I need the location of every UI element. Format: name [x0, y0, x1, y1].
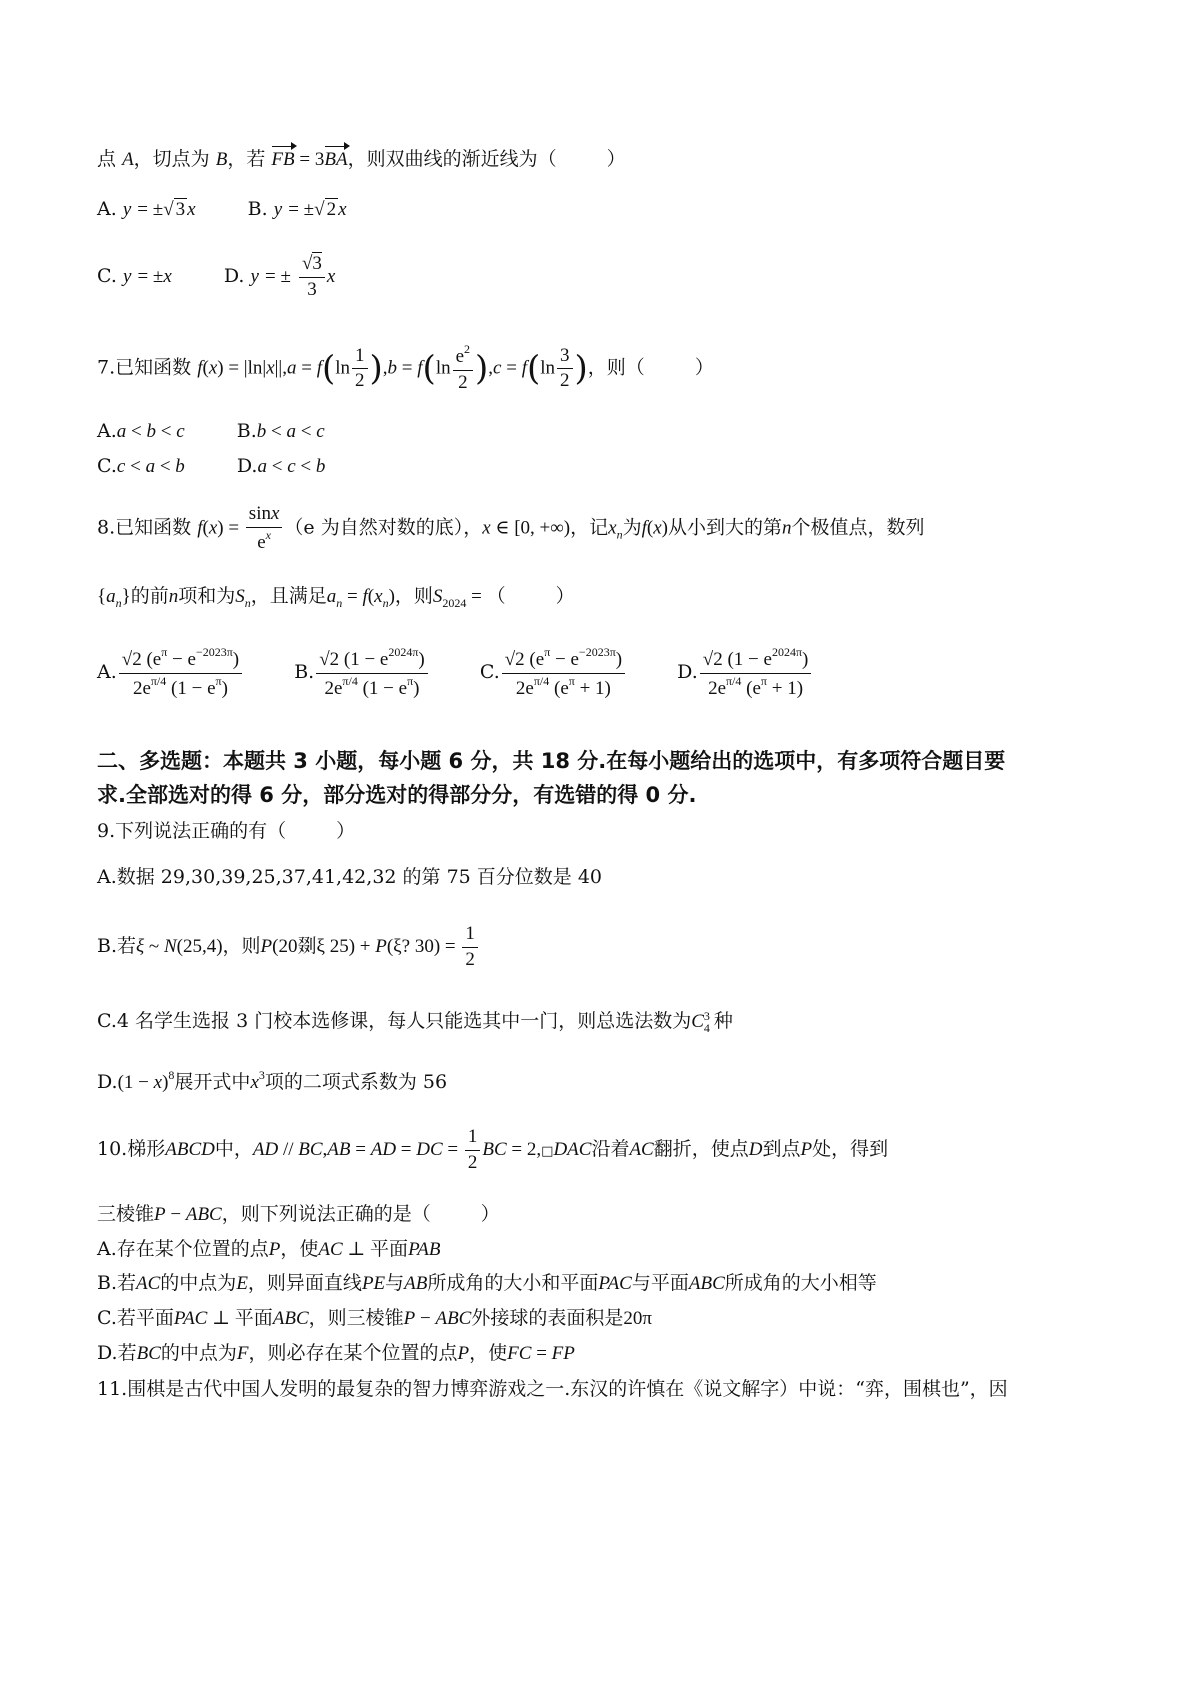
vector-fb: FB: [271, 149, 295, 170]
q6-options-cd: [97, 252, 335, 302]
q6-option-c: C. y = ±x: [97, 265, 172, 288]
q11-stem: 11.围棋是古代中国人发明的最复杂的智力博弈游戏之一.东汉的许慎在《说文解字）中说：“弈，围棋也”，因: [97, 1378, 1008, 1400]
q9-option-c: C.4 名学生选报 3 门校本选修课，每人只能选其中一门，则总选法数为C 3 4 种: [97, 1009, 733, 1035]
q7-option-a: A.a < b < c: [97, 420, 185, 442]
q7-stem: 7.已知函数 f(x) = |ln|x||,a = f(ln $\frac{1}{2}$ ),b = f(ln $\frac{e^2}{2}$ ),c = f(ln $\frac{3}{2}$ )，则（ ）: [97, 342, 714, 393]
q8-stem-line2: $\{a_n\}$的前n项和为$S_n$，且满足$a_n = f(x_n)$，则$S_{2024}$ = （ ）: [97, 585, 575, 610]
q7-option-c: C.c < a < b: [97, 455, 185, 477]
section2-heading-line1: 二、多选题：本题共 3 小题，每小题 6 分，共 18 分.在每小题给出的选项中，有多项符合题目要: [97, 749, 1006, 773]
q7-options-ab: [97, 420, 325, 444]
section2-heading-line2: 求.全部选对的得 6 分，部分选对的得部分分，有选错的得 0 分.: [97, 783, 697, 807]
q8-option-a: A. $\frac{√2 (e^\pi - e^{-2023\pi})}{2e^{\pi/4} (1 - e^\pi)}$: [97, 661, 244, 683]
q10-option-d: D.若BC的中点为F，则必存在某个位置的点P，使FC = FP: [97, 1342, 575, 1364]
q9-option-a: A.数据 29,30,39,25,37,41,42,32 的第 75 百分位数是 40: [97, 866, 603, 888]
q8-stem: 8.已知函数 f(x) = $\frac{\sin x}{e^x}$ （e 为自然对数的底），x ∈ [0, +∞)，记$x_n$为f(x)从小到大的第n个极值点，数列: [97, 503, 925, 553]
q6-option-a: A. y = ±√ 3 x: [97, 198, 196, 220]
q7-option-d: D.a < c < b: [236, 455, 326, 477]
q8-options: [97, 645, 813, 701]
q7-option-b: B.b < a < c: [236, 420, 325, 442]
q6-stem: 点 A，切点为 B，若 FB = 3BA，则双曲线的渐近线为（ ）: [97, 148, 626, 170]
q10-stem-line2: 三棱锥P − ABC，则下列说法正确的是（ ）: [97, 1203, 500, 1225]
q6-options-ab: [97, 198, 347, 222]
q6-option-b: B. y = ±√ 2 x: [247, 198, 347, 220]
q9-option-d: $D.(1 - x)^8$展开式中$x^3$项的二项式系数为 56: [97, 1068, 448, 1093]
q8-option-d: D. $\frac{√2 (1 - e^{2024\pi})}{2e^{\pi/4} (e^\pi + 1)}$: [677, 661, 813, 683]
vector-ba: BA: [324, 149, 348, 170]
q9-stem: 9.下列说法正确的有（ ）: [97, 820, 356, 842]
q8-option-c: C. $\frac{√2 (e^\pi - e^{-2023\pi})}{2e^{\pi/4} (e^\pi + 1)}$: [480, 661, 627, 683]
q9-option-b: B.若ξ ~ N(25,4)，则P(20剟ξ 25) + P(ξ? 30) = $\frac{1}{2}$: [97, 922, 480, 972]
q8-option-b: B. $\frac{√2 (1 - e^{2024\pi})}{2e^{\pi/4} (1 - e^\pi)}$: [294, 661, 430, 683]
q10-stem: 10.梯形ABCD中，AD // BC,AB = AD = DC = $\frac{1}{2}$ BC = 2,□DAC沿着AC翻折，使点D到点P处，得到: [97, 1126, 889, 1173]
q6-option-d: D. y = ± $\frac{√3}{3}$ x: [223, 253, 336, 300]
q7-options-cd: [97, 455, 325, 479]
q10-option-b: B.若AC的中点为E，则异面直线PE与AB所成角的大小和平面PAC与平面ABC所成角的大小相等: [97, 1272, 877, 1294]
q10-option-c: C.若平面PAC ⊥ 平面ABC，则三棱锥P − ABC外接球的表面积是20π: [97, 1307, 652, 1329]
q10-option-a: A.存在某个位置的点P，使AC ⊥ 平面PAB: [97, 1238, 441, 1260]
